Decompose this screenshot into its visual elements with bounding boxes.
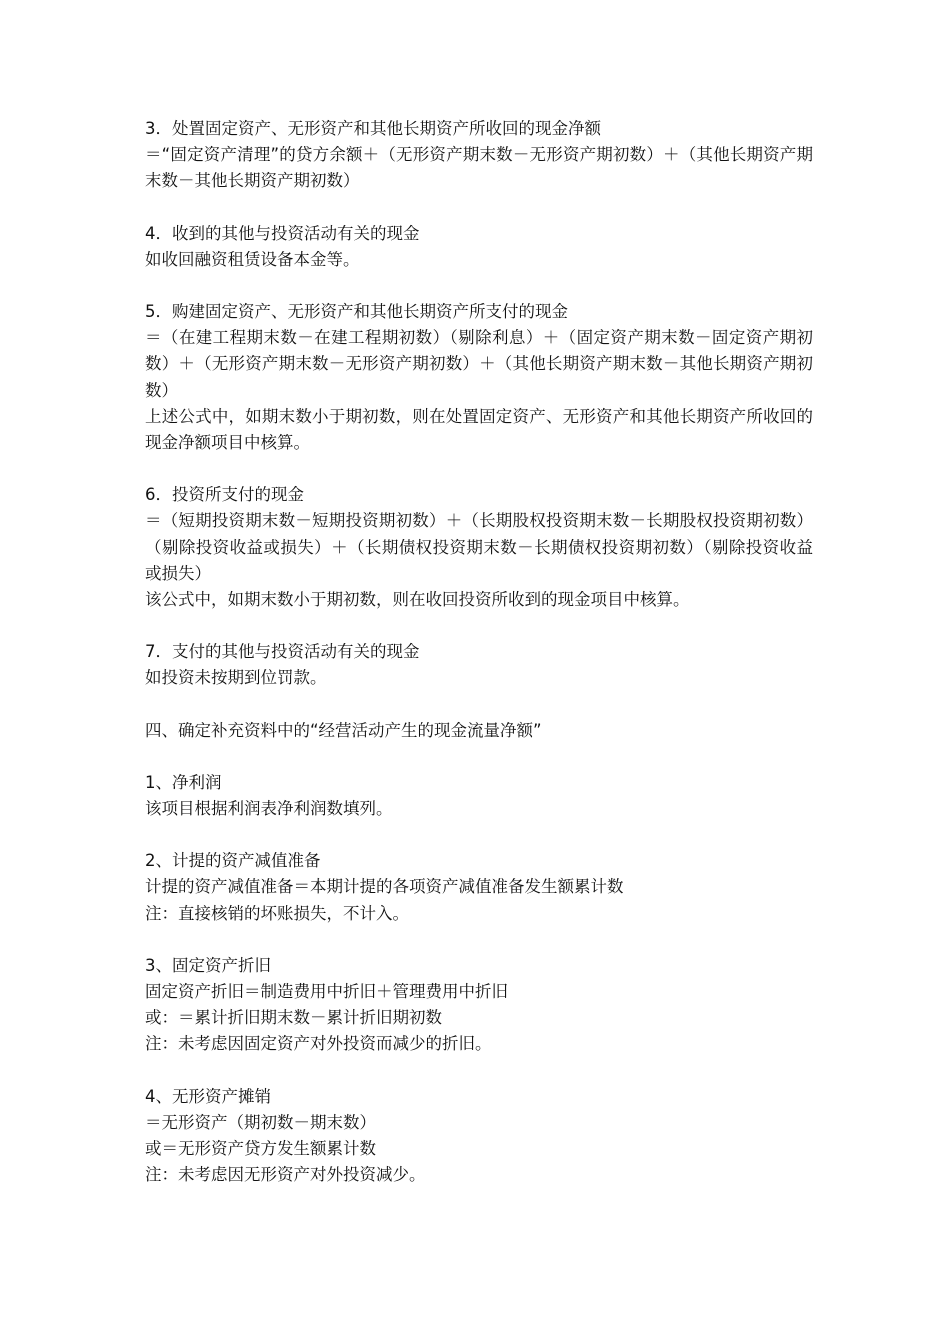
section-heading: 4、无形资产摊销 (145, 1086, 271, 1106)
text-line: 如收回融资租赁设备本金等。 (145, 249, 360, 269)
section-heading: 1、净利润 (145, 772, 222, 792)
formula-line: ＝无形资产（期初数－期末数） (145, 1112, 376, 1132)
formula-line: 计提的资产减值准备＝本期计提的各项资产减值准备发生额累计数 (145, 877, 624, 897)
section-4-other-investing-receipts (145, 221, 813, 273)
formula-line: ＝（在建工程期末数－在建工程期初数）（剔除利息）＋（固定资产期末数－固定资产期初数）＋（无形资产期末数－无形资产期初数）＋（其他长期资产期末数－其他长期资产期初数） (145, 328, 813, 400)
section-heading: 6．投资所支付的现金 (145, 485, 304, 505)
section-7-other-investing-payments (145, 639, 813, 691)
formula-line: 或＝无形资产贷方发生额累计数 (145, 1139, 376, 1159)
note-line: 注：直接核销的坏账损失，不计入。 (145, 903, 409, 923)
text-line: 该项目根据利润表净利润数填列。 (145, 799, 393, 819)
section-1-net-profit (145, 770, 813, 822)
document-page (145, 116, 813, 1215)
section-3-depreciation (145, 953, 813, 1058)
section-heading: 3．处置固定资产、无形资产和其他长期资产所收回的现金净额 (145, 119, 601, 138)
section-6-investment-payments (145, 482, 813, 613)
formula-line: ＝“固定资产清理”的贷方余额＋（无形资产期末数－无形资产期初数）＋（其他长期资产期末数－其他长期资产期初数） (145, 145, 813, 191)
section-2-impairment-provision (145, 848, 813, 927)
chapter-heading: 四、确定补充资料中的“经营活动产生的现金流量净额” (145, 720, 542, 740)
text-line: 如投资未按期到位罚款。 (145, 668, 327, 688)
note-line: 注：未考虑因固定资产对外投资而减少的折旧。 (145, 1034, 492, 1054)
section-four-operating-cashflow (145, 718, 813, 744)
section-3-disposal-proceeds (145, 116, 813, 195)
note-line: 注：未考虑因无形资产对外投资减少。 (145, 1165, 426, 1185)
section-4-amortization (145, 1084, 813, 1189)
formula-line: 固定资产折旧＝制造费用中折旧＋管理费用中折旧 (145, 982, 508, 1002)
section-heading: 5．购建固定资产、无形资产和其他长期资产所支付的现金 (145, 302, 568, 322)
note-line: 该公式中，如期末数小于期初数，则在收回投资所收到的现金项目中核算。 (145, 590, 690, 610)
note-line: 上述公式中，如期末数小于期初数，则在处置固定资产、无形资产和其他长期资产所收回的现金净额项目中核算。 (145, 406, 813, 453)
section-5-capex-payments (145, 299, 813, 456)
section-heading: 2、计提的资产减值准备 (145, 851, 321, 871)
section-heading: 7．支付的其他与投资活动有关的现金 (145, 642, 420, 662)
formula-line: 或：＝累计折旧期末数－累计折旧期初数 (145, 1008, 442, 1028)
section-heading: 3、固定资产折旧 (145, 955, 271, 975)
section-heading: 4．收到的其他与投资活动有关的现金 (145, 223, 420, 243)
formula-line: ＝（短期投资期末数－短期投资期初数）＋（长期股权投资期末数－长期股权投资期初数）（剔除投资收益或损失）＋（长期债权投资期末数－长期债权投资期初数）（剔除投资收益或损失） (145, 511, 813, 583)
